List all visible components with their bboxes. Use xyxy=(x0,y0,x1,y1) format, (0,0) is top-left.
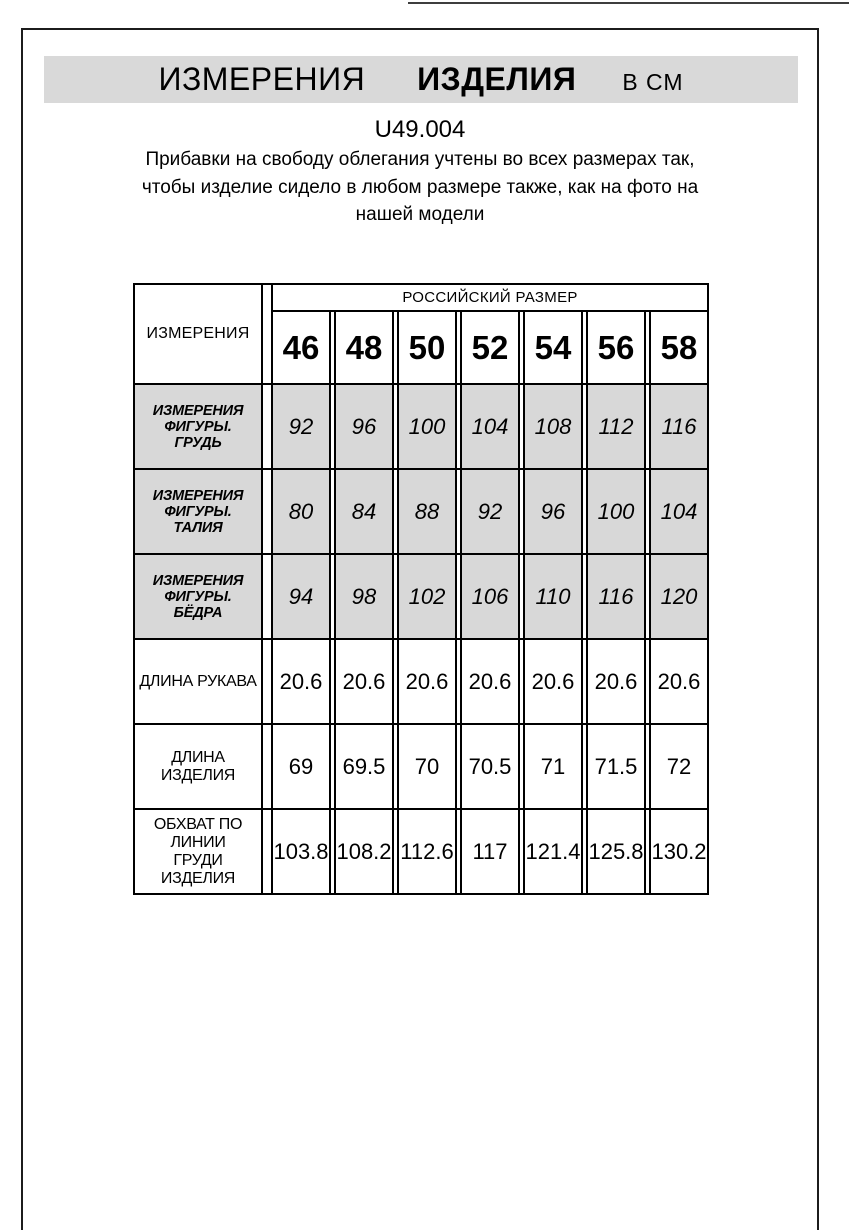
value-cell: 20.6 xyxy=(586,640,646,723)
size-column-header: 46 xyxy=(271,312,331,383)
size-columns-row xyxy=(271,312,709,383)
value-cell: 120 xyxy=(649,555,709,638)
size-column-header: 58 xyxy=(649,312,709,383)
value-cell: 69 xyxy=(271,725,331,808)
size-column-header: 48 xyxy=(334,312,394,383)
value-cell: 70 xyxy=(397,725,457,808)
corner-header-cell xyxy=(133,285,263,383)
table-header-row xyxy=(133,285,709,385)
chest-girth-row xyxy=(133,810,709,895)
value-cell: 116 xyxy=(586,555,646,638)
title-unit: В СМ xyxy=(622,69,684,95)
size-column-header: 54 xyxy=(523,312,583,383)
row-label: ДЛИНА РУКАВА xyxy=(133,640,263,723)
value-cell: 110 xyxy=(523,555,583,638)
title-bar xyxy=(44,56,798,103)
size-table xyxy=(133,283,709,895)
value-cell: 20.6 xyxy=(649,640,709,723)
value-cell: 96 xyxy=(523,470,583,553)
value-cell: 98 xyxy=(334,555,394,638)
value-cell: 103.8 xyxy=(271,810,331,893)
top-edge-line xyxy=(408,2,849,4)
value-cell: 20.6 xyxy=(334,640,394,723)
value-cell: 84 xyxy=(334,470,394,553)
fit-note-line: нашей модели xyxy=(355,204,485,225)
title-word-measurements: ИЗМЕРЕНИЯ xyxy=(158,61,366,97)
figure-hips-row xyxy=(133,555,709,640)
value-cell: 20.6 xyxy=(397,640,457,723)
value-cell: 88 xyxy=(397,470,457,553)
value-cell: 108 xyxy=(523,385,583,468)
value-cell: 80 xyxy=(271,470,331,553)
size-group-header: РОССИЙСКИЙ РАЗМЕР xyxy=(271,285,709,312)
corner-header-label: ИЗМЕРЕНИЯ xyxy=(146,325,250,342)
value-cell: 20.6 xyxy=(460,640,520,723)
value-cell: 104 xyxy=(460,385,520,468)
value-cell: 96 xyxy=(334,385,394,468)
value-cell: 112 xyxy=(586,385,646,468)
value-cell: 92 xyxy=(460,470,520,553)
value-cell: 70.5 xyxy=(460,725,520,808)
value-cell: 100 xyxy=(586,470,646,553)
product-code: U49.004 xyxy=(374,116,466,143)
size-column-header: 50 xyxy=(397,312,457,383)
value-cell: 20.6 xyxy=(271,640,331,723)
fit-note xyxy=(21,146,819,229)
value-cell: 71.5 xyxy=(586,725,646,808)
value-cell: 121.4 xyxy=(523,810,583,893)
fit-note-line: чтобы изделие сидело в любом размере также, как на фото на xyxy=(141,176,699,198)
size-column-header: 56 xyxy=(586,312,646,383)
value-cell: 125.8 xyxy=(586,810,646,893)
figure-chest-row xyxy=(133,385,709,470)
value-cell: 112.6 xyxy=(397,810,457,893)
value-cell: 92 xyxy=(271,385,331,468)
value-cell: 104 xyxy=(649,470,709,553)
size-header-group xyxy=(271,285,709,383)
value-cell: 102 xyxy=(397,555,457,638)
row-label: ИЗМЕРЕНИЯ ФИГУРЫ. БЁДРА xyxy=(133,555,263,638)
row-label: ДЛИНА ИЗДЕЛИЯ xyxy=(133,725,263,808)
sleeve-length-row xyxy=(133,640,709,725)
row-label: ИЗМЕРЕНИЯ ФИГУРЫ. ГРУДЬ xyxy=(133,385,263,468)
title-word-product: ИЗДЕЛИЯ xyxy=(417,61,577,97)
value-cell: 69.5 xyxy=(334,725,394,808)
row-label: ОБХВАТ ПО ЛИНИИ ГРУДИ ИЗДЕЛИЯ xyxy=(133,810,263,893)
value-cell: 72 xyxy=(649,725,709,808)
value-cell: 116 xyxy=(649,385,709,468)
value-cell: 94 xyxy=(271,555,331,638)
value-cell: 20.6 xyxy=(523,640,583,723)
value-cell: 108.2 xyxy=(334,810,394,893)
value-cell: 100 xyxy=(397,385,457,468)
value-cell: 117 xyxy=(460,810,520,893)
value-cell: 106 xyxy=(460,555,520,638)
size-column-header: 52 xyxy=(460,312,520,383)
value-cell: 71 xyxy=(523,725,583,808)
item-length-row xyxy=(133,725,709,810)
row-label: ИЗМЕРЕНИЯ ФИГУРЫ. ТАЛИЯ xyxy=(133,470,263,553)
value-cell: 130.2 xyxy=(649,810,709,893)
fit-note-line: Прибавки на свободу облегания учтены во всех размерах так, xyxy=(145,149,695,170)
figure-waist-row xyxy=(133,470,709,555)
